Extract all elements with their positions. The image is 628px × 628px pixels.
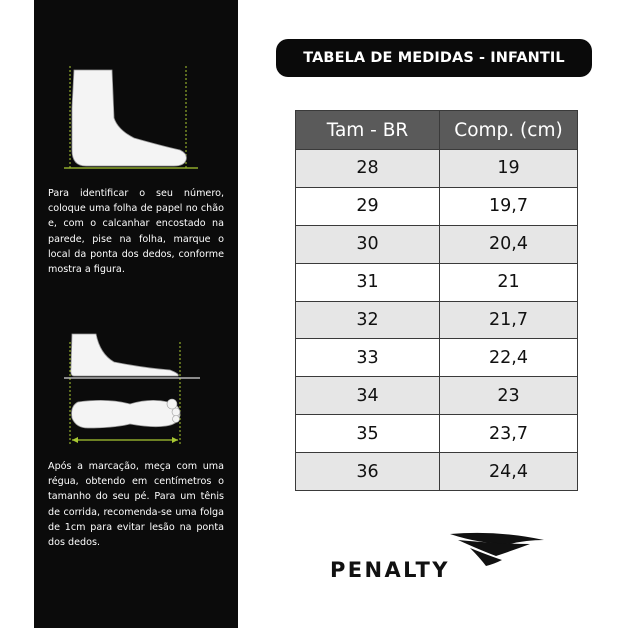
instruction-step-1: Para identificar o seu número, coloque uma folha de papel no chão e, com o calcanhar encostado na parede, pise na folha, marque o local da ponta dos dedos, conforme mostra a figura. [48, 188, 224, 276]
foot-side-shape [72, 70, 186, 166]
table-row [296, 377, 578, 415]
table-row [296, 453, 578, 491]
length-cell: 23 [440, 377, 578, 415]
toe-shape [167, 399, 177, 409]
length-cell: 21 [440, 263, 578, 301]
size-cell: 32 [296, 301, 440, 339]
length-cell: 19 [440, 150, 578, 188]
table-row [296, 339, 578, 377]
foot-side-wall-illustration [34, 60, 238, 180]
size-cell: 29 [296, 187, 440, 225]
table-row [296, 150, 578, 188]
instructions-panel [34, 0, 238, 628]
table-row [296, 415, 578, 453]
size-cell: 35 [296, 415, 440, 453]
page-title: TABELA DE MEDIDAS - INFANTIL [276, 39, 592, 77]
table-row [296, 225, 578, 263]
size-cell: 34 [296, 377, 440, 415]
length-cell: 24,4 [440, 453, 578, 491]
length-cell: 22,4 [440, 339, 578, 377]
table-row [296, 263, 578, 301]
measure-arrow-right [172, 437, 178, 443]
size-cell: 30 [296, 225, 440, 263]
size-cell: 36 [296, 453, 440, 491]
brand-logo [330, 530, 548, 586]
foot-sole-shape [72, 400, 180, 428]
length-cell: 19,7 [440, 187, 578, 225]
size-table [295, 110, 578, 491]
foot-side-shape [71, 334, 179, 376]
column-header-size: Tam - BR [296, 111, 440, 150]
table-header-row [296, 111, 578, 150]
size-cell: 28 [296, 150, 440, 188]
table-row [296, 187, 578, 225]
length-cell: 20,4 [440, 225, 578, 263]
brand-name: PENALTY [330, 558, 450, 582]
instruction-step-2: Após a marcação, meça com uma régua, obtendo em centímetros o tamanho do seu pé. Para um tênis de corrida, recomenda-se uma folga de 1cm para evitar lesão na ponta dos dedos. [48, 461, 224, 549]
length-cell: 21,7 [440, 301, 578, 339]
foot-measure-illustration [34, 328, 238, 454]
measure-arrow-left [72, 437, 78, 443]
size-cell: 31 [296, 263, 440, 301]
size-cell: 33 [296, 339, 440, 377]
length-cell: 23,7 [440, 415, 578, 453]
table-row [296, 301, 578, 339]
toe-shape [173, 416, 180, 423]
column-header-length: Comp. (cm) [440, 111, 578, 150]
toe-shape [172, 408, 180, 416]
